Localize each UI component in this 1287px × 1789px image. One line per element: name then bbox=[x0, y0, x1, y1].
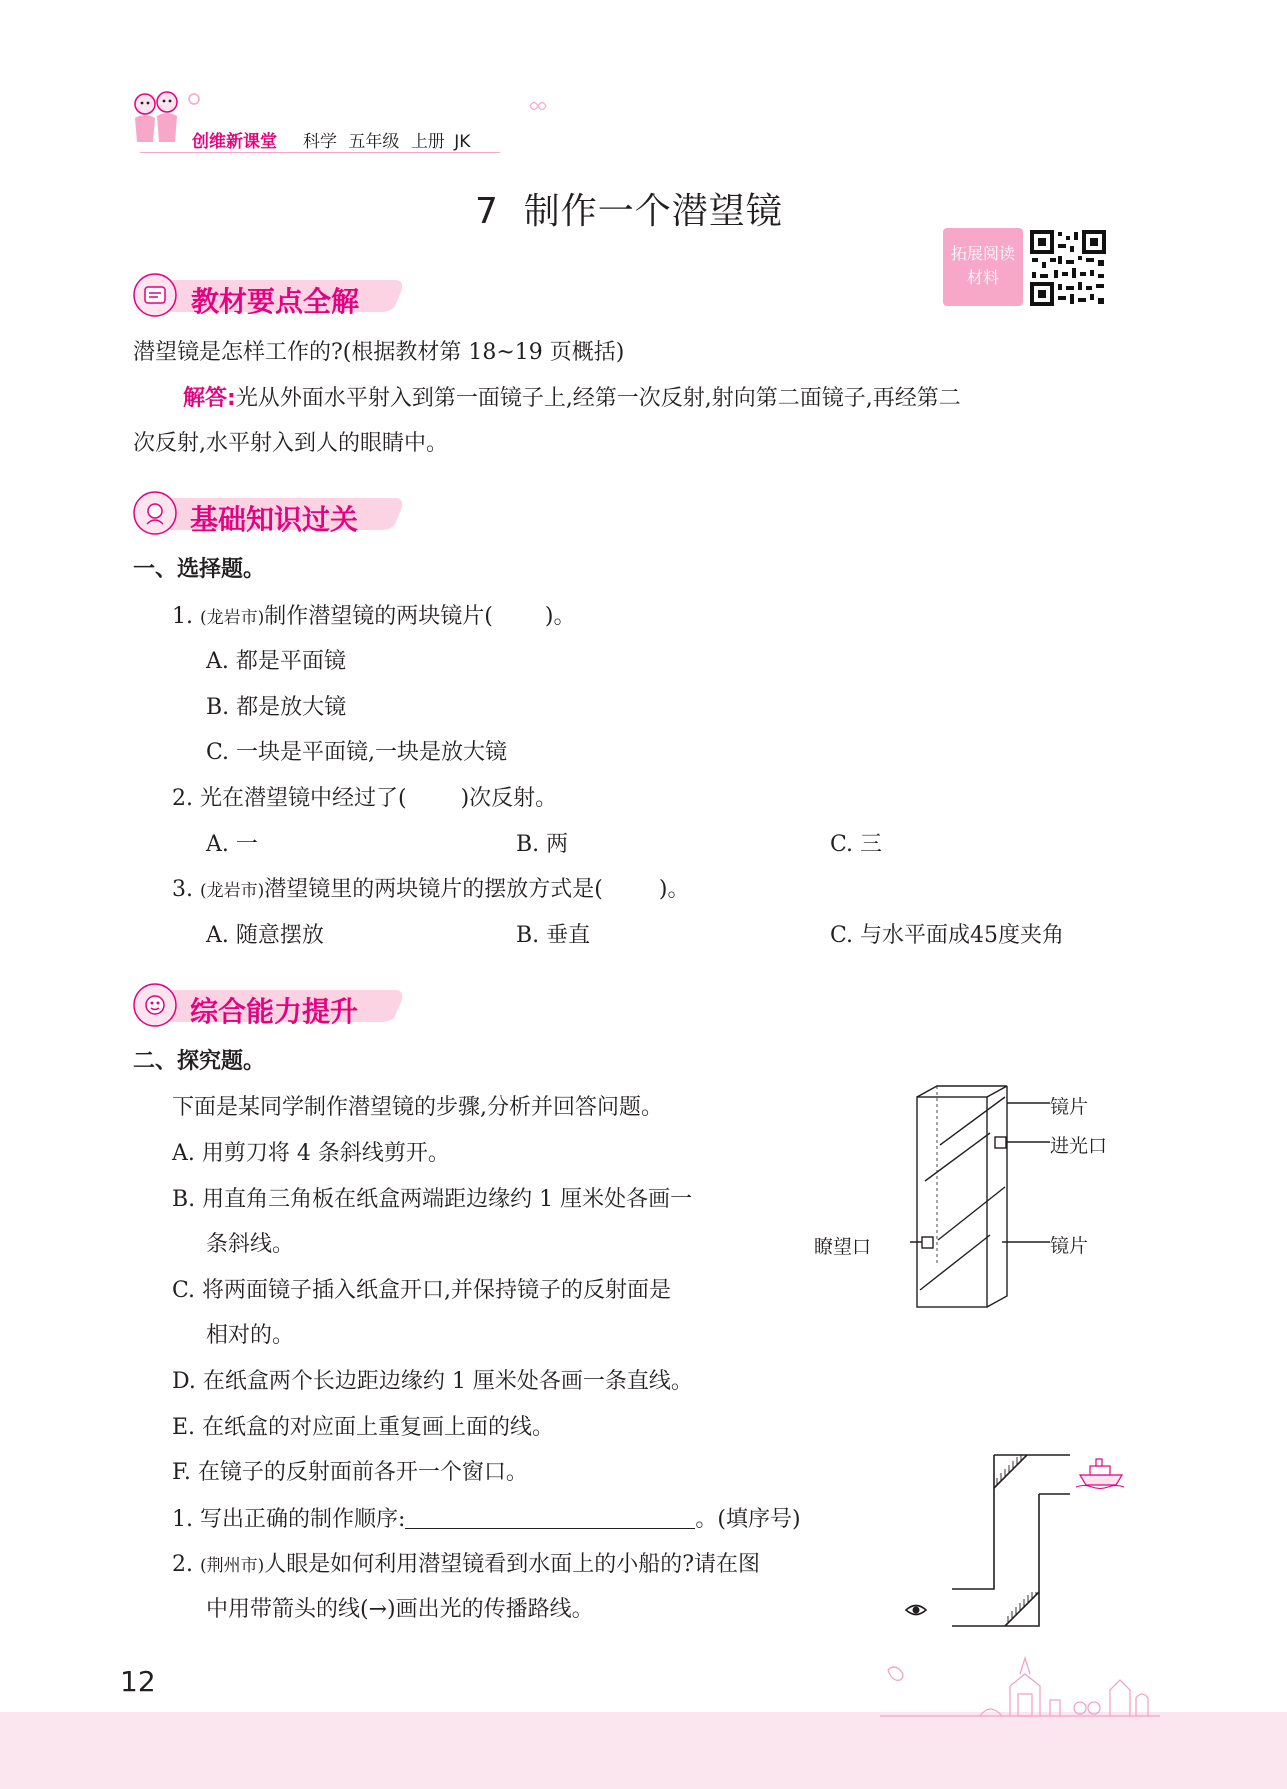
q1-source: (龙岩市) bbox=[200, 608, 265, 628]
p2q1-number: 1. bbox=[172, 1507, 193, 1532]
label-mirror-bottom: 镜片 bbox=[1050, 1235, 1089, 1257]
p2q2-number: 2. bbox=[172, 1552, 193, 1577]
header-rule bbox=[140, 152, 500, 153]
section-title-3: 综合能力提升 bbox=[190, 995, 359, 1028]
header-course bbox=[303, 127, 470, 152]
q3-option-c[interactable]: C. 与水平面成45度夹角 bbox=[830, 923, 1065, 948]
eye-icon bbox=[902, 1600, 930, 1624]
q1-text-before: 制作潜望镜的两块镜片( bbox=[264, 604, 493, 629]
footer-castle-icon bbox=[880, 1650, 1160, 1722]
step-c-line2: 相对的。 bbox=[206, 1323, 295, 1348]
footer-band bbox=[0, 1712, 1287, 1789]
step-c-line1: C. 将两面镜子插入纸盒开口,并保持镜子的反射面是 bbox=[172, 1278, 672, 1303]
q1-text-after: )。 bbox=[544, 604, 576, 629]
q2-option-a[interactable]: A. 一 bbox=[206, 832, 258, 857]
kids-mascot-icon bbox=[125, 88, 187, 150]
q2-text-after: )次反射。 bbox=[460, 786, 558, 811]
part2-question-2 bbox=[172, 1554, 760, 1576]
step-d: D. 在纸盒两个长边距边缘约 1 厘米处各画一条直线。 bbox=[172, 1369, 693, 1394]
order-answer-field[interactable] bbox=[405, 1508, 695, 1529]
p2q2-source: (荆州市) bbox=[200, 1556, 265, 1576]
header-grade: 五年级 bbox=[348, 132, 400, 152]
part1-heading: 一、选择题。 bbox=[133, 557, 266, 582]
q1-option-a[interactable]: A. 都是平面镜 bbox=[206, 649, 346, 674]
q3-text-after: )。 bbox=[658, 877, 690, 902]
header-subject: 科学 bbox=[303, 132, 337, 152]
q3-text-before: 潜望镜里的两块镜片的摆放方式是( bbox=[264, 877, 603, 902]
key-point-answer-line1 bbox=[183, 388, 961, 410]
page-number: 12 bbox=[120, 1665, 156, 1698]
label-viewport: 瞭望口 bbox=[814, 1236, 872, 1258]
question-2 bbox=[172, 788, 557, 810]
q3-option-b[interactable]: B. 垂直 bbox=[516, 923, 591, 948]
step-f: F. 在镜子的反射面前各开一个窗口。 bbox=[172, 1460, 528, 1485]
periscope-box-diagram bbox=[910, 1085, 1120, 1310]
p2q1-text: 写出正确的制作顺序: bbox=[200, 1507, 406, 1532]
step-e: E. 在纸盒的对应面上重复画上面的线。 bbox=[172, 1415, 555, 1440]
boat-icon bbox=[1076, 1455, 1126, 1493]
q2-number: 2. bbox=[172, 786, 193, 811]
q1-option-c[interactable]: C. 一块是平面镜,一块是放大镜 bbox=[206, 740, 508, 765]
key-point-answer-line2: 次反射,水平射入到人的眼睛中。 bbox=[133, 431, 448, 456]
part2-heading: 二、探究题。 bbox=[133, 1049, 266, 1074]
section-icon-2 bbox=[141, 499, 169, 531]
step-b-line1: B. 用直角三角板在纸盒两端距边缘约 1 厘米处各画一 bbox=[172, 1187, 693, 1212]
header-mascot bbox=[125, 88, 187, 150]
step-b-line2: 条斜线。 bbox=[206, 1232, 295, 1257]
qr-label-line1: 拓展阅读 bbox=[950, 244, 1015, 263]
answer-label: 解答: bbox=[183, 386, 236, 411]
q3-number: 3. bbox=[172, 877, 193, 902]
question-3 bbox=[172, 879, 689, 901]
qr-label-box[interactable] bbox=[943, 228, 1023, 306]
key-point-question: 潜望镜是怎样工作的?(根据教材第 18~19 页概括) bbox=[133, 340, 625, 365]
q3-option-a[interactable]: A. 随意摆放 bbox=[206, 923, 324, 948]
qr-code-icon[interactable] bbox=[1028, 228, 1108, 308]
page-title: 7 制作一个潜望镜 bbox=[475, 191, 783, 232]
part2-question-1 bbox=[172, 1508, 801, 1531]
label-light-in: 进光口 bbox=[1050, 1135, 1108, 1157]
q2-text-before: 光在潜望镜中经过了( bbox=[200, 786, 407, 811]
section-icon-1 bbox=[141, 281, 169, 313]
section-icon-3 bbox=[141, 991, 169, 1023]
p2q1-suffix: 。(填序号) bbox=[695, 1507, 801, 1532]
answer-text-1: 光从外面水平射入到第一面镜子上,经第一次反射,射向第二面镜子,再经第二 bbox=[235, 386, 961, 411]
section-title-1: 教材要点全解 bbox=[191, 285, 360, 318]
step-a: A. 用剪刀将 4 条斜线剪开。 bbox=[172, 1141, 450, 1166]
q1-number: 1. bbox=[172, 604, 193, 629]
part2-intro: 下面是某同学制作潜望镜的步骤,分析并回答问题。 bbox=[172, 1095, 663, 1120]
p2q2-line1: 人眼是如何利用潜望镜看到水面上的小船的?请在图 bbox=[264, 1552, 761, 1577]
q2-option-b[interactable]: B. 两 bbox=[516, 832, 569, 857]
q1-option-b[interactable]: B. 都是放大镜 bbox=[206, 695, 347, 720]
part2-question-2-line2: 中用带箭头的线(→)画出光的传播路线。 bbox=[206, 1597, 594, 1622]
header-brand: 创维新课堂 bbox=[192, 132, 277, 152]
label-mirror-top: 镜片 bbox=[1050, 1096, 1089, 1118]
qr-label-line2: 材料 bbox=[966, 268, 999, 287]
header-edition: JK bbox=[454, 132, 471, 152]
header-butterfly-icon bbox=[528, 98, 548, 117]
section-title-2: 基础知识过关 bbox=[190, 503, 359, 536]
header-volume: 上册 bbox=[410, 132, 445, 152]
q3-source: (龙岩市) bbox=[200, 881, 265, 901]
header-flower-icon bbox=[188, 90, 200, 109]
q2-option-c[interactable]: C. 三 bbox=[830, 832, 883, 857]
question-1 bbox=[172, 606, 575, 628]
